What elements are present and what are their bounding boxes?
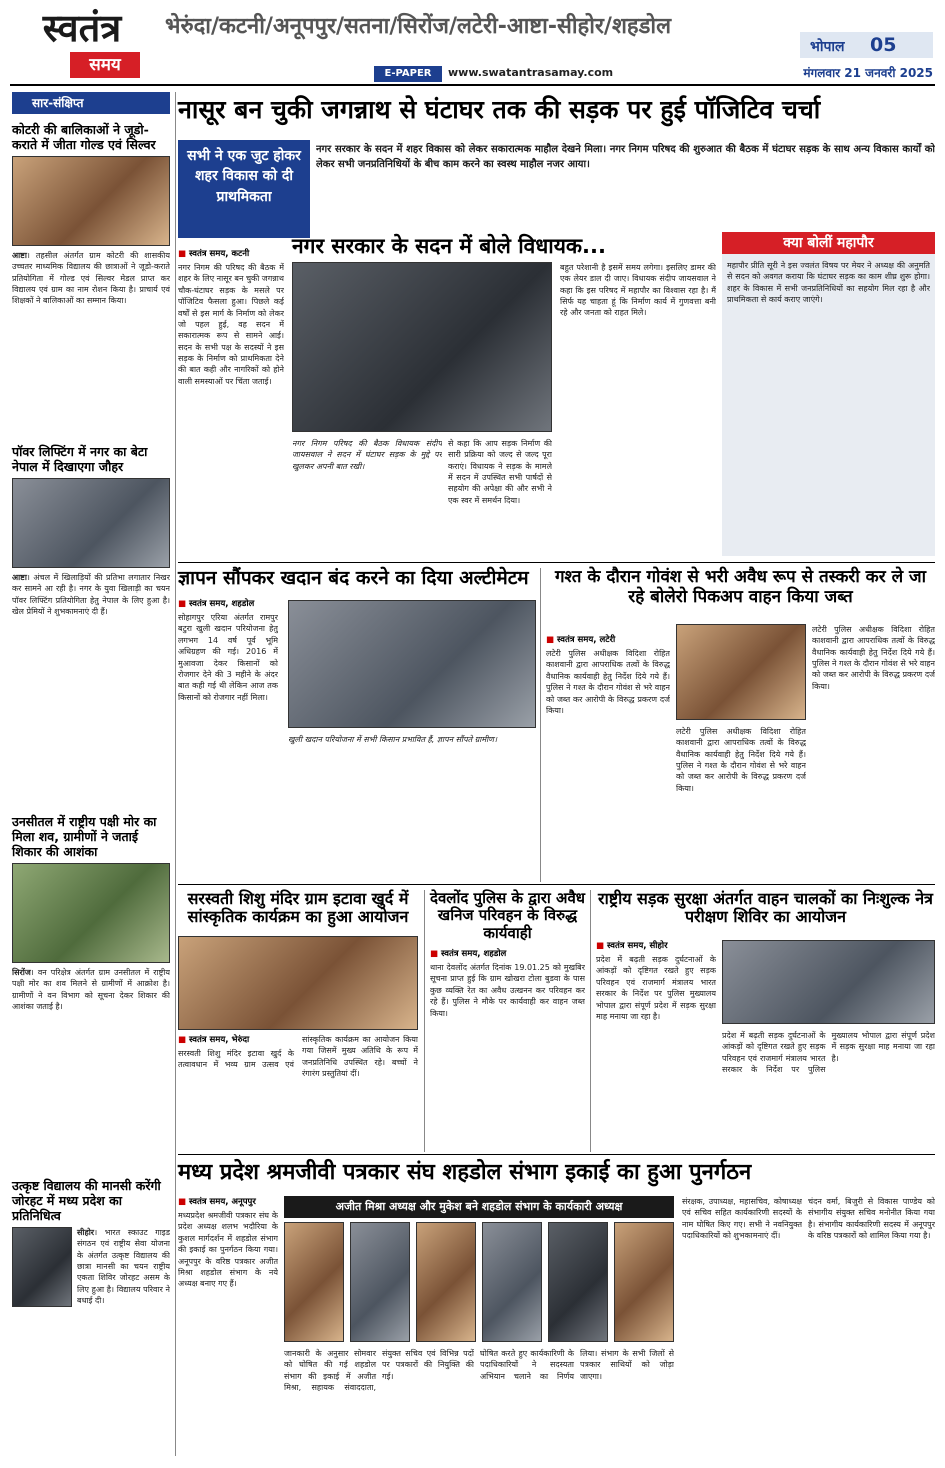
story-photo [722, 940, 935, 1024]
story-body: प्रदेश में बढ़ती सड़क दुर्घटनाओं के आंकड़ों को दृष्टिगत रखते हुए सड़क परिवहन एवं राजमार्ग मंत्रालय भारत सरकार के निर्देश पर पुलिस मुख्यालय भोपाल द्वारा संपूर्ण प्रदेश में सड़क सुरक्षा माह मनाया जा रहा है। [596, 955, 716, 1021]
sidebar-body: अंचल में खिलाड़ियों की प्रतिभा लगातार निखर कर सामने आ रही है। नगर के युवा खिलाड़ी का चयन पॉवर लिफ्टिंग प्रतियोगिता हेतु नेपाल के लिए हुआ है। खेल प्रेमियों ने शुभकामनाएं दी हैं। [12, 573, 170, 617]
story-headline: गश्त के दौरान गोवंश से भरी अवैध रूप से तस्करी कर ले जा रहे बोलेरो पिकअप वाहन किया जब्त [554, 567, 927, 607]
story-body: सरस्वती शिशु मंदिर इटावा खुर्द के तत्वावधान में भव्य ग्राम उत्सव एवं सांस्कृतिक कार्यक्रम का आयोजन किया गया जिसमें मुख्य अतिथि के रूप में जनप्रतिनिधि उपस्थित रहे। बच्चों ने रंगारंग प्रस्तुतियां दीं। [178, 1035, 418, 1079]
story-text [178, 1034, 418, 1154]
sidebar-headline: पॉवर लिफ्टिंग में नगर का बेटा नेपाल में दिखाएगा जौहर [12, 444, 148, 474]
story-photo [676, 624, 806, 720]
sidebar-item [12, 122, 170, 350]
sidebar-text: सिरोंज। वन परिक्षेत्र अंतर्गत ग्राम उनसीतल में राष्ट्रीय पक्षी मोर का शव मिलने से ग्रामीणों में आक्रोश है। ग्रामीणों ने वन विभाग को सूचना देकर शिकार की आशंका जताई है। [12, 968, 170, 1012]
divider [178, 1154, 935, 1155]
sidebar-header: सार-संक्षिप्त [12, 92, 170, 114]
story-text [546, 634, 670, 882]
edition-label: भोपाल [810, 39, 845, 55]
bottom-col5: चंदन वर्मा, बिजुरी से विकास पाण्डेय को संभागीय संयुक्त सचिव मनोनीत किया गया है। संभागीय कार्यकारिणी सदस्य में अनूपपुर के वरिष्ठ पत्रकारों को शामिल किया गया है। [808, 1197, 935, 1241]
story-photo [288, 600, 536, 728]
story-text-cont: लटेरी पुलिस अधीक्षक विदिशा रोहित काशवानी द्वारा आपराधिक तत्वों के विरुद्ध वैधानिक कार्यवाही हेतु निर्देश दिये गये हैं। पुलिस ने गश्त के दौरान गोवंश से भरे वाहन को जब्त कर आरोपी के विरुद्ध प्रकरण दर्ज किया। [676, 727, 806, 793]
masthead [0, 0, 945, 84]
website[interactable]: www.swatantrasamay.com [448, 66, 614, 79]
story-byline: ■ स्वतंत्र समय, सीहोर [596, 940, 716, 952]
masthead-rule [10, 84, 935, 86]
sidebar-photo [12, 863, 170, 963]
sidebar-headline: उनसीतल में राष्ट्रीय पक्षी मोर का मिला शव, ग्रामीणों ने जताई शिकार की आशंका [12, 814, 157, 859]
sidebar-dateline: सिरोंज [12, 968, 31, 977]
story-body: थाना देवलोंद अंतर्गत दिनांक 19.01.25 को मुखबिर सूचना प्राप्त हुई कि ग्राम खोखरा टोला बुडवा के पास कुछ व्यक्ति रेत का अवैध उत्खनन कर परिवहन कर रहे हैं। पुलिस ने मौके पर कार्यवाही कर वाहन जब्त किया। [430, 963, 585, 1018]
bottom-col4: संरक्षक, उपाध्यक्ष, महासचिव, कोषाध्यक्ष एवं सचिव सहित कार्यकारिणी सदस्यों के नाम घोषित किए गए। सभी ने नवनियुक्त पदाधिकारियों को शुभकामनाएं दीं। [682, 1197, 802, 1241]
sidebar-photo [12, 1227, 72, 1307]
bottom-byline: ■ स्वतंत्र समय, अनूपपुर [178, 1196, 278, 1208]
lead-callout [178, 140, 310, 238]
story-text [430, 948, 585, 1152]
story-byline: ■ स्वतंत्र समय, लटेरी [546, 634, 670, 646]
lead-callout-text: सभी ने एक जुट होकर शहर विकास को दी प्राथमिकता [187, 148, 301, 205]
sidebar-body: तहसील अंतर्गत ग्राम कोटरी की शासकीय उच्चतर माध्यमिक विद्यालय की छात्राओं ने जूडो-कराते प्रतियोगिता में गोल्ड एवं सिल्वर मेडल प्राप्त कर विद्यालय एवं ग्राम का नाम रोशन किया है। प्राचार्य एवं शिक्षकों ने बालिकाओं का सम्मान किया। [12, 251, 170, 306]
lead-caption: नगर निगम परिषद की बैठक विधायक संदीप जायसवाल ने सदन में घंटाघर सड़क के मुद्दे पर खुलकर अपनी बात रखी। [292, 439, 442, 471]
column-divider [424, 890, 425, 1152]
story-text-cont: लटेरी पुलिस अधीक्षक विदिशा रोहित काशवानी द्वारा आपराधिक तत्वों के विरुद्ध वैधानिक कार्यवाही हेतु निर्देश दिये गये हैं। पुलिस ने गश्त के दौरान गोवंश से भरे वाहन को जब्त कर आरोपी के विरुद्ध प्रकरण दर्ज किया। [812, 625, 935, 691]
story-text [596, 940, 716, 1152]
sidebar-text: आष्टा। अंचल में खिलाड़ियों की प्रतिभा लगातार निखर कर सामने आ रही है। नगर के युवा खिलाड़ी का चयन पॉवर लिफ्टिंग प्रतियोगिता हेतु नेपाल के लिए हुआ है। खेल प्रेमियों ने शुभकामनाएं दी हैं। [12, 573, 170, 617]
story-photo [178, 936, 418, 1030]
bottom-subhead-text: अजीत मिश्रा अध्यक्ष और मुकेश बने शहडोल संभाग के कार्यकारी अध्यक्ष [335, 1200, 623, 1213]
sidebar-headline: उत्कृष्ट विद्यालय की मानसी करेंगी जोरहट में मध्य प्रदेश का प्रतिनिधित्व [12, 1178, 161, 1223]
sidebar-headline: कोटरी की बालिकाओं ने जूडो-कराते में जीता गोल्ड एवं सिल्वर [12, 122, 156, 152]
sidebar-text: सीहोर। भारत स्काउट गाइड संगठन एवं राष्ट्रीय सेवा योजना के अंतर्गत उत्कृष्ट विद्यालय की छात्रा मानसी का चयन राष्ट्रीय एकता शिविर जोरहट असम के लिए हुआ है। विद्यालय परिवार ने बधाई दी। [12, 1227, 170, 1427]
lead-col1 [178, 248, 284, 556]
story-byline: ■ स्वतंत्र समय, भेरुंदा [178, 1034, 294, 1046]
story-headline: ज्ञापन सौंपकर खदान बंद करने का दिया अल्टीमेटम [178, 567, 529, 589]
edition-box [800, 32, 933, 58]
lead-headline: नासूर बन चुकी जगन्नाथ से घंटाघर तक की सड़क पर हुई पॉजिटिव चर्चा [178, 95, 821, 124]
portrait-photo [482, 1222, 542, 1342]
sidebar-photo [12, 156, 170, 246]
page-number: 05 [870, 34, 897, 56]
story-headline: राष्ट्रीय सड़क सुरक्षा अंतर्गत वाहन चालकों का निःशुल्क नेत्र परीक्षण शिविर का आयोजन [598, 889, 933, 927]
masthead-cities: भेरुंदा/कटनी/अनूपपुर/सतना/सिरोंज/लटेरी-आष्टा-सीहोर/शहडोल [165, 14, 671, 39]
sidebar-dateline: सीहोर [77, 1228, 95, 1237]
lead-deck: नगर सरकार के सदन में शहर विकास को लेकर सकारात्मक माहौल देखने मिला। नगर निगम परिषद की शुरुआत की बैठक में घंटाघर सड़क के साथ अन्य विकास कार्यों को लेकर सभी जनप्रतिनिधियों के बीच काम करने का स्वस्थ माहौल नजर आया। [316, 144, 935, 170]
sidebar-photo [12, 478, 170, 568]
portrait-photo [548, 1222, 608, 1342]
story-headline: देवलोंद पुलिस के द्वारा अवैध खनिज परिवहन के विरुद्ध कार्यवाही [430, 889, 586, 942]
sidebar-dateline: आष्टा [12, 573, 27, 582]
sidebar-item [12, 1178, 170, 1427]
lead-body: नगर निगम की परिषद की बैठक में शहर के लिए नासूर बन चुकी जगन्नाथ चौक-घंटाघर सड़क के मसले पर पॉजिटिव फैसला हुआ। पिछले कई वर्षों से इस मार्ग के निर्माण को लेकर जो पहल हुई, वह सदन में सकारात्मक रूप से सामने आई। सदन के सभी पक्ष के सदस्यों ने इस सड़क के निर्माण को प्राथमिकता देने की बात कही और नागरिकों को होने वाली समस्याओं पर चिंता जताई। [178, 263, 284, 386]
story-headline: सरस्वती शिशु मंदिर ग्राम इटावा खुर्द में सांस्कृतिक कार्यक्रम का हुआ आयोजन [187, 889, 409, 927]
portrait-photo [614, 1222, 674, 1342]
logo-line2: समय [70, 52, 140, 78]
story-body: सोहागपुर एरिया अंतर्गत रामपुर बटुरा खुली खदान परियोजना हेतु लगभग 14 वर्ष पूर्व भूमि अधिग्रहण की गई। 2016 में मुआवजा देकर किसानों को रोजगार देने की 3 महीने के अंदर बात कही गई थी लेकिन आज तक किसानों को रोजगार नहीं मिला। [178, 613, 278, 702]
sidebar [12, 92, 170, 1456]
sidebar-text: आष्टा। तहसील अंतर्गत ग्राम कोटरी की शासकीय उच्चतर माध्यमिक विद्यालय की छात्राओं ने जूडो-कराते प्रतियोगिता में गोल्ड एवं सिल्वर मेडल प्राप्त कर विद्यालय एवं ग्राम का नाम रोशन किया है। प्राचार्य एवं शिक्षकों ने बालिकाओं का सम्मान किया। [12, 251, 170, 306]
portrait-photo [284, 1222, 344, 1342]
lead-col3: बहुत परेशानी है इसमें समय लगेगा। इसलिए डामर की एक लेयर डाल दी जाए। विधायक संदीप जायसवाल ने कहा कि इस परिषद में महापौर का विश्वास रहा है। मैं सिर्फ यह चाहता हूं कि निर्माण कार्य में गुणवत्ता बनी रहे और जनता को राहत मिले। [560, 263, 716, 318]
sidebar-dateline: आष्टा [12, 251, 27, 260]
bottom-body: मध्यप्रदेश श्रमजीवी पत्रकार संघ के प्रदेश अध्यक्ष शलभ भदौरिया के कुशल मार्गदर्शन में शहडोल संभाग की इकाई का पुनर्गठन किया गया। अनूपपुर के वरिष्ठ पत्रकार अजीत मिश्रा शहडोल संभाग के नये अध्यक्ष बनाए गए हैं। [178, 1211, 278, 1289]
story-text-cont: प्रदेश में बढ़ती सड़क दुर्घटनाओं के आंकड़ों को दृष्टिगत रखते हुए सड़क परिवहन एवं राजमार्ग मंत्रालय भारत सरकार के निर्देश पर पुलिस मुख्यालय भोपाल द्वारा संपूर्ण प्रदेश में सड़क सुरक्षा माह मनाया जा रहा है। [722, 1031, 935, 1075]
story-body: लटेरी पुलिस अधीक्षक विदिशा रोहित काशवानी द्वारा आपराधिक तत्वों के विरुद्ध वैधानिक कार्यवाही हेतु निर्देश दिये गये हैं। पुलिस ने गश्त के दौरान गोवंश से भरे वाहन को जब्त कर आरोपी के विरुद्ध प्रकरण दर्ज किया। [546, 649, 670, 715]
story-byline: ■ स्वतंत्र समय, शहडोल [178, 598, 278, 610]
date: मंगलवार 21 जनवरी 2025 [803, 66, 933, 80]
bottom-col3: घोषित करते हुए कार्यकारिणी के पदाधिकारियों ने सदस्यता अभियान चलाने का निर्णय लिया। संभाग के सभी जिलों से पत्रकार साथियों को जोड़ा जाएगा। [480, 1349, 674, 1381]
column-divider [590, 890, 591, 1152]
bottom-headline: मध्य प्रदेश श्रमजीवी पत्रकार संघ शहडोल संभाग इकाई का हुआ पुनर्गठन [178, 1160, 752, 1185]
lead-col2: से कहा कि आप सड़क निर्माण की सारी प्रक्रिया को जल्द से जल्द पूरा कराएं। विधायक ने सड़क के मामले में सदन में उपस्थित सभी पार्षदों से सहयोग की अपेक्षा की और सभी ने एक स्वर में समर्थन दिया। [448, 439, 552, 505]
portrait-photo [416, 1222, 476, 1342]
divider [178, 562, 935, 563]
bottom-col2: जानकारी के अनुसार सोमवार को घोषित की गई शहडोल संभाग की इकाई में अजीत मिश्रा, सहायक संवाददाता, संयुक्त सचिव एवं विभिन्न पदों पर पत्रकारों की नियुक्ति की गई। [284, 1349, 474, 1393]
sidebar-item [12, 814, 170, 1097]
epaper-badge: E-PAPER [374, 66, 442, 82]
column-divider [540, 568, 541, 882]
story-byline: ■ स्वतंत्र समय, शहडोल [430, 948, 585, 960]
portrait-photo [350, 1222, 410, 1342]
mayor-box-text: महापौर प्रीति सूरी ने इस ज्वलंत विषय पर मेयर ने अध्यक्ष की अनुमति से सदन को अवगत कराया कि घंटाघर सड़क का काम शीघ्र शुरू होगा। शहर के विकास में सभी जनप्रतिनिधियों का सहयोग मिल रहा है और प्राथमिकता से कार्य कराए जाएंगे। [727, 261, 930, 305]
sidebar-body: भारत स्काउट गाइड संगठन एवं राष्ट्रीय सेवा योजना के अंतर्गत उत्कृष्ट विद्यालय की छात्रा मानसी का चयन राष्ट्रीय एकता शिविर जोरहट असम के लिए हुआ है। विद्यालय परिवार ने बधाई दी। [77, 1228, 170, 1306]
sidebar-item [12, 444, 170, 712]
lead-photo [292, 262, 552, 432]
mayor-box [722, 232, 935, 556]
sidebar-body: वन परिक्षेत्र अंतर्गत ग्राम उनसीतल में राष्ट्रीय पक्षी मोर का शव मिलने से ग्रामीणों में आक्रोश है। ग्रामीणों ने वन विभाग को सूचना देकर शिकार की आशंका जताई है। [12, 968, 170, 1012]
logo-line1: स्वतंत्र [42, 6, 122, 50]
mayor-box-title: क्या बोलीं महापौर [722, 232, 935, 254]
logo [12, 6, 152, 78]
divider [178, 884, 935, 885]
story-caption: खुली खदान परियोजना में सभी किसान प्रभावित हैं, ज्ञापन सौंपते ग्रामीण। [288, 735, 497, 744]
story-text [178, 598, 278, 898]
bottom-col1 [178, 1196, 278, 1456]
lead-byline: ■ स्वतंत्र समय, कटनी [178, 248, 284, 260]
sidebar-divider [175, 92, 176, 1456]
lead-subhead: नगर सरकार के सदन में बोले विधायक... [292, 234, 606, 258]
bottom-subhead [284, 1196, 674, 1218]
